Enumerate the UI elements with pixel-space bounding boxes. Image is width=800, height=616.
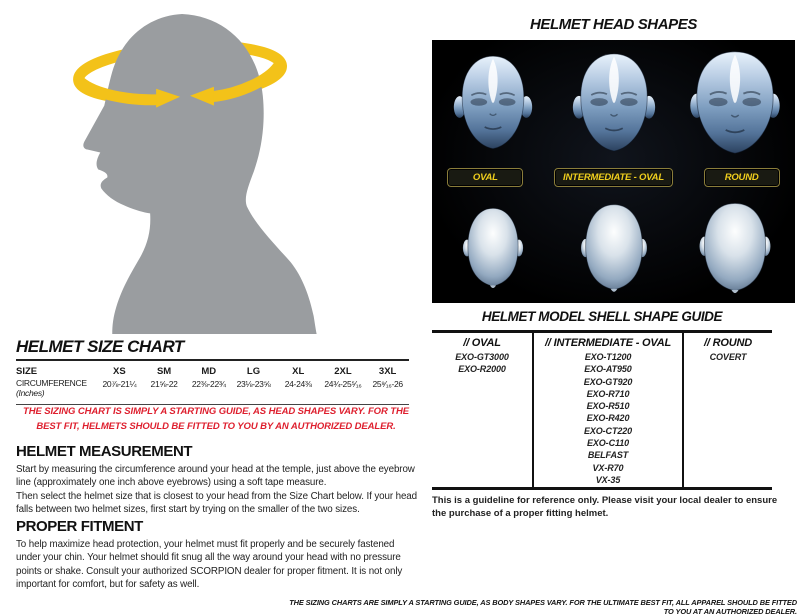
helmet-model: VX-R70: [592, 462, 624, 473]
helmet-model: EXO-GT3000: [455, 352, 509, 362]
head-front-round-image: [689, 48, 781, 156]
head-top-row: [432, 199, 795, 297]
fitment-title: PROPER FITMENT: [16, 518, 143, 535]
head-measurement-diagram: [28, 0, 362, 334]
circumference-label: CIRCUMFERENCE: [16, 378, 87, 388]
shell-guide-table: [432, 330, 772, 490]
helmet-model: EXO-R710: [586, 388, 630, 399]
circumference-value: 21⅝-22: [150, 379, 178, 389]
helmet-model: EXO-T1200: [584, 352, 632, 362]
head-front-row: [432, 48, 795, 156]
size-chart-section: [16, 337, 409, 405]
helmet-model: EXO-R2000: [458, 364, 506, 375]
size-column-header: MD: [201, 366, 217, 377]
helmet-model: VX-35: [595, 474, 621, 485]
shell-guide-title: HELMET MODEL SHELL SHAPE GUIDE: [481, 309, 723, 324]
measurement-paragraph-2: Then select the helmet size that is closest to your head from the Size Chart below. If your head falls between two helmet sizes, first start by trying on the smaller of the two sizes.: [16, 490, 417, 516]
circumference-unit-label: (Inches): [16, 387, 45, 398]
head-shapes-panel: [432, 40, 795, 303]
size-column-header: LG: [246, 366, 261, 377]
measurement-title: HELMET MEASUREMENT: [16, 443, 193, 460]
helmet-model: EXO-AT950: [584, 364, 632, 375]
size-column-header: XS: [113, 366, 126, 377]
footer-disclaimer: THE SIZING CHARTS ARE SIMPLY A STARTING GUIDE, AS BODY SHAPES VARY. FOR THE ULTIMATE BEST FIT, ALL APPAREL SHOULD BE FITTED TO YOU AT AN AUTHORIZED DEALER.: [289, 598, 797, 616]
measurement-section: [16, 443, 420, 517]
measurement-paragraph-1: Start by measuring the circumference around your head at the temple, just above the eyebrow line (approximately one inch above eyebrows) using a soft tape measure.: [16, 464, 415, 489]
head-silhouette-image: [28, 0, 362, 334]
head-front-oval-image: [453, 48, 533, 156]
helmet-model: EXO-GT920: [583, 376, 633, 387]
size-chart-values-row: [16, 379, 409, 405]
fitment-body: To help maximize head protection, your helmet must fit properly and be securely fastened under your chin. Your helmet should fit snug all the way around your head with no pressure points or shake. Consult your authorized SCORPION dealer for proper fitment. It is not only important for comfort, but for safety as well.: [16, 539, 403, 591]
shell-guide-column-round: [682, 333, 772, 487]
circumference-row-label: [16, 379, 96, 399]
circumference-value: 25⁹⁄₁₆-26: [372, 379, 403, 389]
measurement-body: [16, 463, 420, 517]
shell-guide-note: This is a guideline for reference only. Please visit your local dealer to ensure the purchase of a proper fitting helmet.: [432, 495, 778, 519]
size-column-header: SM: [156, 366, 172, 377]
helmet-model: EXO-R420: [586, 413, 630, 424]
size-row-header: SIZE: [16, 366, 38, 377]
circumference-value: 24-24⅜: [284, 379, 312, 389]
size-column-header: XL: [292, 366, 305, 377]
shell-guide-header-round: // ROUND: [704, 337, 752, 349]
head-top-oval-image: [461, 199, 525, 297]
sizing-warning-text: THE SIZING CHART IS SIMPLY A STARTING GUIDE, AS HEAD SHAPES VARY. FOR THE BEST FIT, HELMETS SHOULD BE FITTED TO YOU BY AN AUTHORIZED DEALER.: [23, 406, 409, 433]
shell-guide-header-oval: // OVAL: [463, 337, 501, 349]
size-chart-header-row: [16, 366, 409, 377]
helmet-model: COVERT: [709, 352, 747, 362]
circumference-value: 23⅛-23⅝: [236, 379, 271, 389]
helmet-model: EXO-C110: [586, 438, 630, 449]
circumference-value: 22⅜-22¾: [191, 379, 226, 389]
helmet-model: EXO-CT220: [583, 425, 633, 436]
size-column-header: 2XL: [334, 366, 352, 377]
size-chart-title: HELMET SIZE CHART: [16, 337, 409, 361]
circumference-value: 24¾-25⁵⁄₁₆: [324, 379, 362, 389]
head-front-intermediate-image: [572, 48, 656, 156]
circumference-value: 20⅞-21¼: [102, 379, 137, 389]
helmet-model: EXO-R510: [586, 401, 630, 412]
shell-guide-column-oval: [432, 333, 532, 487]
shape-label-round: ROUND: [704, 168, 780, 187]
head-shape-labels-row: [432, 165, 795, 191]
helmet-model: BELFAST: [587, 450, 629, 461]
size-column-header: 3XL: [378, 366, 397, 377]
shell-guide-header-intermediate: // INTERMEDIATE - OVAL: [545, 337, 671, 349]
fitment-section: [16, 518, 420, 592]
shape-label-oval: OVAL: [447, 168, 523, 187]
shape-label-intermediate-oval: INTERMEDIATE - OVAL: [554, 168, 673, 187]
head-top-round-image: [696, 199, 774, 297]
head-top-intermediate-image: [579, 199, 649, 297]
head-shapes-title: HELMET HEAD SHAPES: [530, 16, 697, 33]
shell-guide-column-intermediate: [532, 333, 682, 487]
